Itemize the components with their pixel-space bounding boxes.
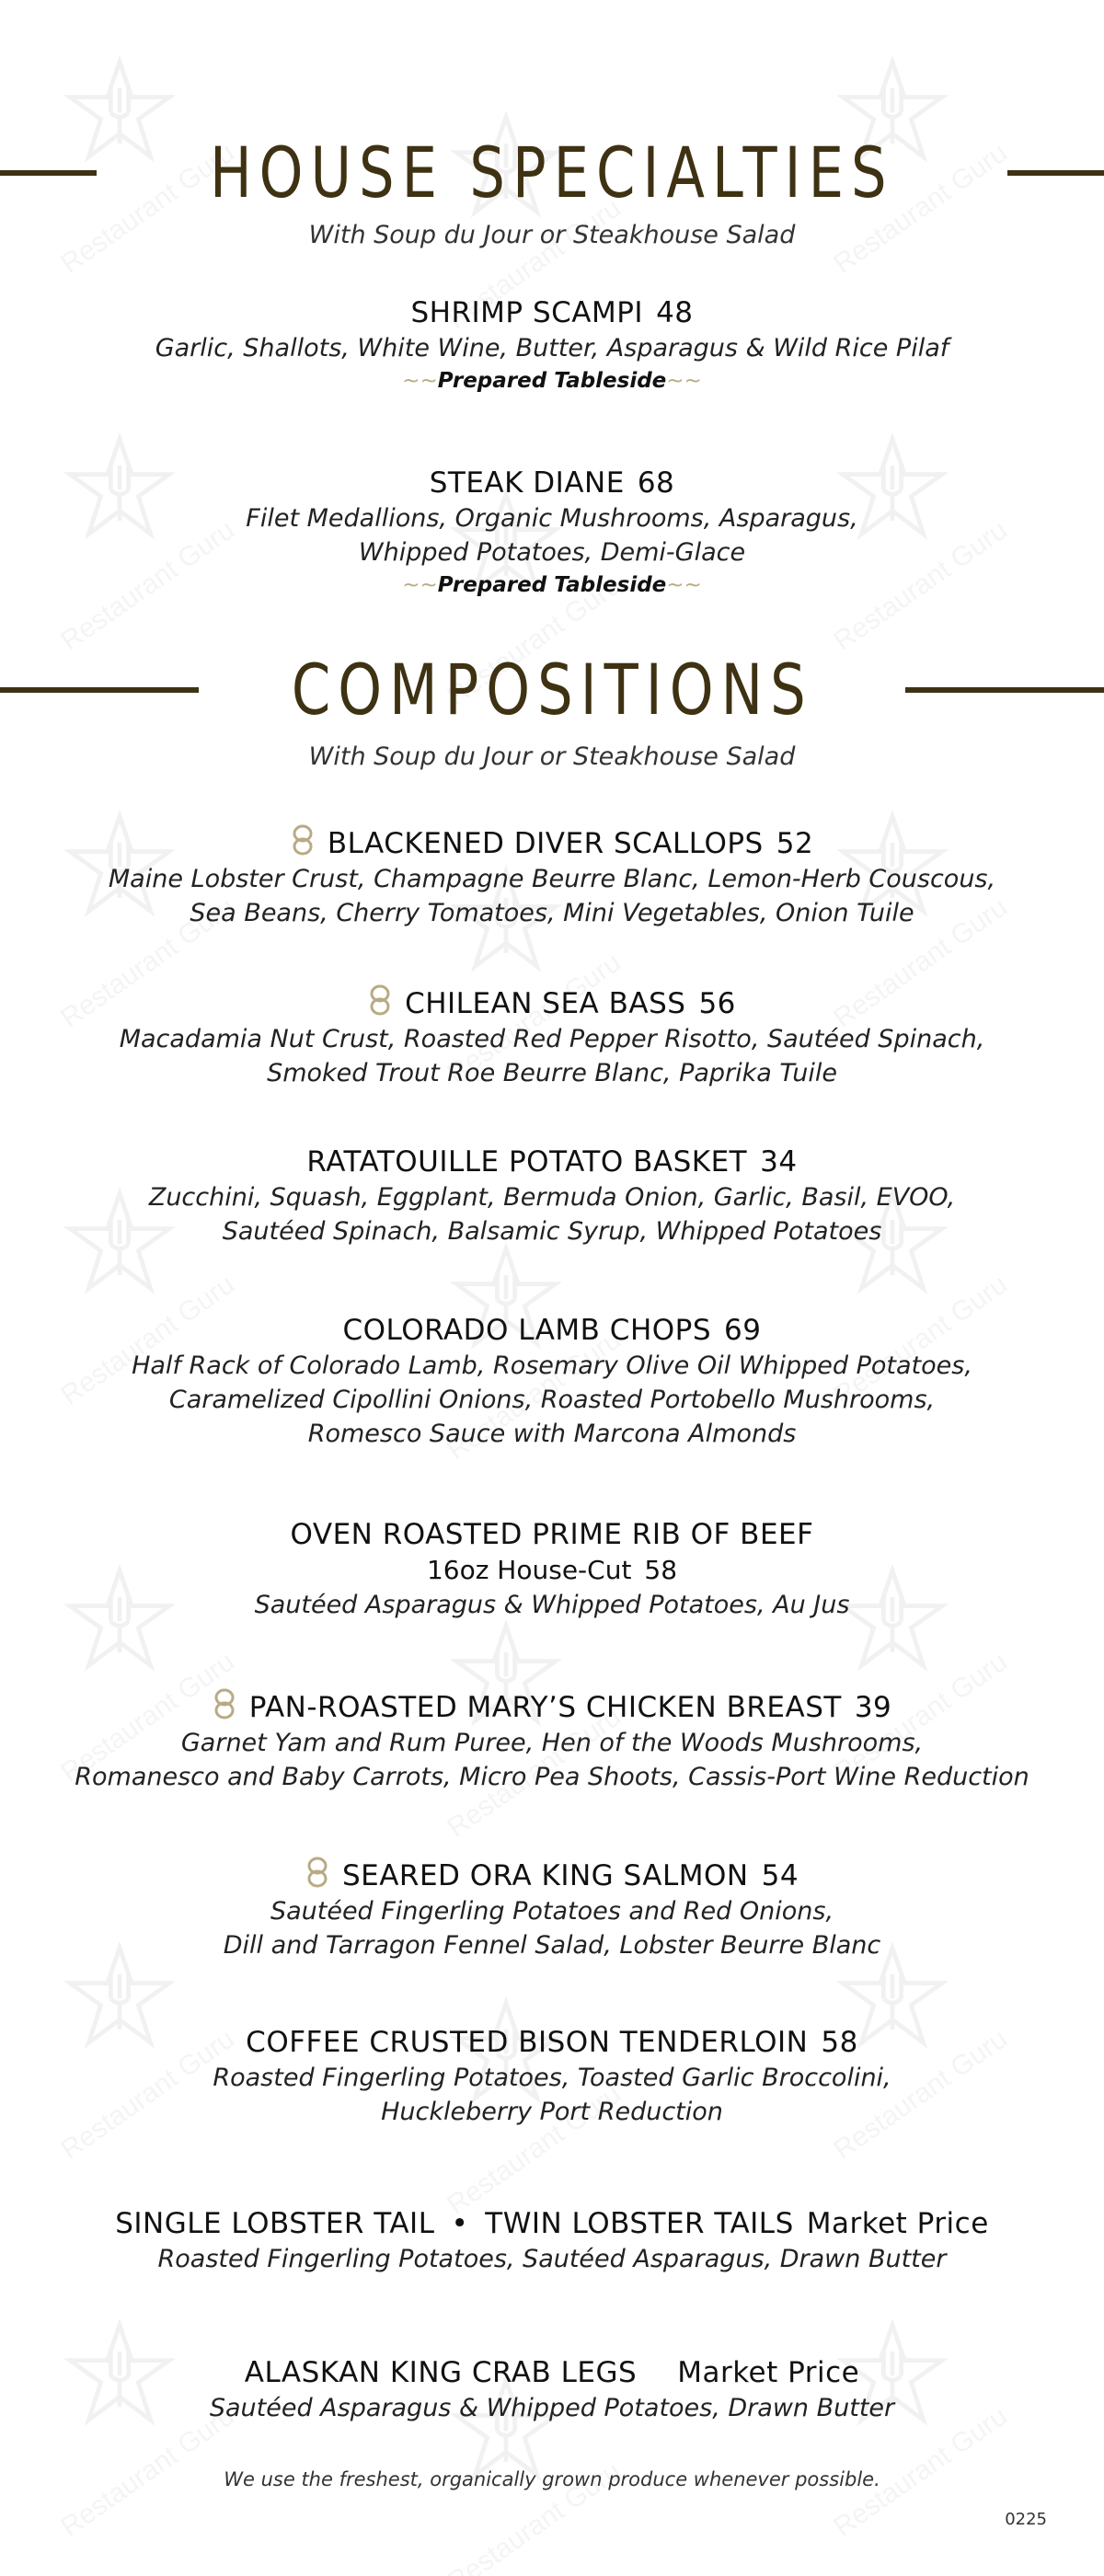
item-cut-label: 16oz House-Cut bbox=[426, 1555, 632, 1585]
tableside-label: Prepared Tableside bbox=[437, 369, 667, 393]
item-price: 52 bbox=[776, 827, 814, 860]
item-price: 58 bbox=[821, 2026, 858, 2059]
item-description: Smoked Trout Roe Beurre Blanc, Paprika Tuile bbox=[267, 1059, 837, 1087]
item-description: Roasted Fingerling Potatoes, Sautéed Asparagus, Drawn Butter bbox=[157, 2245, 947, 2273]
item-title bbox=[0, 1687, 1104, 1726]
item-name: OVEN ROASTED PRIME RIB OF BEEF bbox=[290, 1518, 814, 1551]
item-description: Romesco Sauce with Marcona Almonds bbox=[307, 1420, 797, 1448]
item-name: SHRIMP SCAMPI bbox=[410, 296, 644, 329]
item-name: RATATOUILLE POTATO BASKET bbox=[306, 1145, 748, 1179]
menu-item-bison-tenderloin bbox=[0, 2024, 1104, 2129]
sustainable-seafood-icon bbox=[368, 983, 392, 1017]
item-cut bbox=[0, 1553, 1104, 1588]
item-description: Huckleberry Port Reduction bbox=[381, 2098, 723, 2126]
item-price: 58 bbox=[644, 1555, 678, 1585]
sustainable-seafood-icon bbox=[291, 823, 315, 857]
sustainable-icon bbox=[213, 1687, 236, 1720]
item-description: Zucchini, Squash, Eggplant, Bermuda Onion, Garlic, Basil, EVOO, bbox=[148, 1183, 956, 1212]
menu-item-steak-diane bbox=[0, 465, 1104, 601]
item-description: Caramelized Cipollini Onions, Roasted Portobello Mushrooms, bbox=[168, 1386, 936, 1414]
item-description: Garnet Yam and Rum Puree, Hen of the Woods Mushrooms, bbox=[180, 1729, 924, 1757]
item-title bbox=[0, 823, 1104, 862]
item-description: Half Rack of Colorado Lamb, Rosemary Olive Oil Whipped Potatoes, bbox=[132, 1351, 972, 1380]
header-rule-left bbox=[0, 170, 97, 176]
item-description: Romanesco and Baby Carrots, Micro Pea Shoots, Cassis-Port Wine Reduction bbox=[75, 1763, 1029, 1791]
header-rule-left bbox=[0, 687, 199, 693]
menu-item-colorado-lamb-chops bbox=[0, 1312, 1104, 1451]
menu-item-blackened-diver-scallops bbox=[0, 823, 1104, 930]
item-price: 68 bbox=[637, 466, 675, 500]
house-specialties-header bbox=[0, 132, 1104, 213]
item-title bbox=[0, 2024, 1104, 2061]
menu-item-shrimp-scampi bbox=[0, 294, 1104, 397]
item-separator: • bbox=[451, 2207, 469, 2240]
tableside-note: ~~Prepared Tableside~~ bbox=[402, 573, 702, 597]
item-title bbox=[0, 2205, 1104, 2242]
item-title bbox=[0, 983, 1104, 1022]
item-description: Dill and Tarragon Fennel Salad, Lobster Beurre Blanc bbox=[223, 1931, 881, 1960]
menu-code: 0225 bbox=[1005, 2510, 1047, 2529]
header-rule-right bbox=[1007, 170, 1104, 176]
sustainable-seafood-icon bbox=[305, 1856, 329, 1889]
compositions-header bbox=[0, 649, 1104, 730]
item-market-price: Market Price bbox=[806, 2207, 989, 2240]
item-name-2: TWIN LOBSTER TAILS bbox=[485, 2207, 794, 2240]
item-name: COFFEE CRUSTED BISON TENDERLOIN bbox=[246, 2026, 809, 2059]
item-description: Filet Medallions, Organic Mushrooms, Asparagus, bbox=[246, 504, 858, 533]
tableside-label: Prepared Tableside bbox=[437, 573, 667, 597]
item-description: Garlic, Shallots, White Wine, Butter, Asparagus & Wild Rice Pilaf bbox=[155, 334, 949, 362]
item-description: Maine Lobster Crust, Champagne Beurre Blanc, Lemon-Herb Couscous, bbox=[108, 865, 996, 893]
item-price: 48 bbox=[656, 296, 694, 329]
item-name: COLORADO LAMB CHOPS bbox=[342, 1314, 712, 1347]
item-name: STEAK DIANE bbox=[429, 466, 625, 500]
item-title bbox=[0, 1856, 1104, 1894]
item-price: 56 bbox=[698, 987, 736, 1020]
menu-item-lobster-tails bbox=[0, 2205, 1104, 2276]
item-description: Whipped Potatoes, Demi-Glace bbox=[358, 538, 746, 567]
menu-item-ora-king-salmon bbox=[0, 1856, 1104, 1962]
item-description: Sautéed Asparagus & Whipped Potatoes, Au Jus bbox=[254, 1591, 850, 1619]
house-specialties-title: HOUSE SPECIALTIES bbox=[210, 132, 894, 213]
item-price: 69 bbox=[724, 1314, 762, 1347]
item-name: BLACKENED DIVER SCALLOPS bbox=[327, 827, 764, 860]
footer-note: We use the freshest, organically grown produce whenever possible. bbox=[224, 2468, 880, 2490]
house-specialties-subtitle: With Soup du Jour or Steakhouse Salad bbox=[308, 221, 796, 249]
item-name: SEARED ORA KING SALMON bbox=[341, 1859, 749, 1892]
menu-item-chilean-sea-bass bbox=[0, 983, 1104, 1090]
item-name: SINGLE LOBSTER TAIL bbox=[115, 2207, 435, 2240]
item-description: Sautéed Fingerling Potatoes and Red Onions, bbox=[270, 1897, 834, 1926]
menu-item-ratatouille-potato-basket bbox=[0, 1144, 1104, 1248]
item-title bbox=[0, 1312, 1104, 1349]
menu-item-prime-rib bbox=[0, 1516, 1104, 1622]
item-title bbox=[0, 2354, 1104, 2391]
item-name: PAN-ROASTED MARY’S CHICKEN BREAST bbox=[248, 1691, 842, 1724]
item-title bbox=[0, 465, 1104, 501]
item-description: Sautéed Spinach, Balsamic Syrup, Whipped Potatoes bbox=[222, 1217, 882, 1246]
menu-item-king-crab-legs bbox=[0, 2354, 1104, 2425]
item-price: 54 bbox=[761, 1859, 799, 1892]
compositions-subtitle: With Soup du Jour or Steakhouse Salad bbox=[308, 742, 796, 771]
item-description: Macadamia Nut Crust, Roasted Red Pepper Risotto, Sautéed Spinach, bbox=[119, 1025, 985, 1053]
item-price: 34 bbox=[760, 1145, 798, 1179]
item-market-price: Market Price bbox=[677, 2356, 860, 2389]
menu-item-marys-chicken-breast bbox=[0, 1687, 1104, 1794]
item-description: Sautéed Asparagus & Whipped Potatoes, Drawn Butter bbox=[209, 2394, 895, 2422]
item-name: ALASKAN KING CRAB LEGS bbox=[244, 2356, 638, 2389]
tableside-note: ~~Prepared Tableside~~ bbox=[402, 369, 702, 393]
item-description: Sea Beans, Cherry Tomatoes, Mini Vegetables, Onion Tuile bbox=[190, 899, 914, 927]
item-title bbox=[0, 1144, 1104, 1180]
item-name: CHILEAN SEA BASS bbox=[405, 987, 686, 1020]
compositions-title: COMPOSITIONS bbox=[291, 649, 813, 730]
item-description: Roasted Fingerling Potatoes, Toasted Garlic Broccolini, bbox=[213, 2064, 891, 2092]
header-rule-right bbox=[905, 687, 1104, 693]
item-price: 39 bbox=[854, 1691, 892, 1724]
item-title bbox=[0, 1516, 1104, 1553]
item-title bbox=[0, 294, 1104, 331]
